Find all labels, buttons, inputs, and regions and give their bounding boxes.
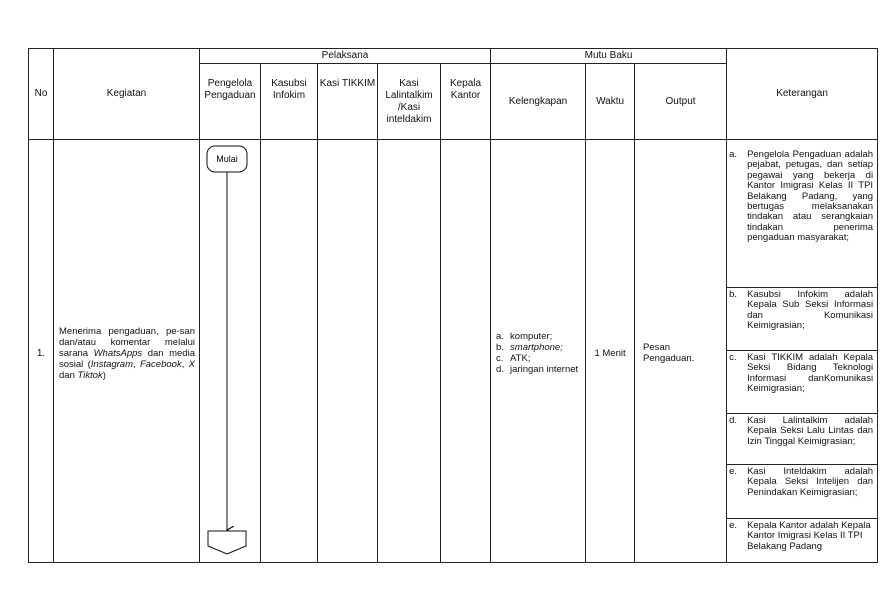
activity-x: X	[188, 358, 195, 370]
note-item: d. Kasi Lalintalkim adalah Kepala Seksi Lalu Lintas dan Izin Tinggal Keimigrasian;	[727, 414, 877, 465]
header-output: Output	[635, 64, 727, 140]
header-executors-group: Pelaksana	[200, 49, 491, 64]
output-cell: Pesan Pengaduan.	[635, 140, 727, 563]
activity-comma-2: ,	[181, 358, 189, 370]
equipment-item: d. jaringan internet	[496, 364, 579, 375]
activity-whatsapp: WhatsApps	[93, 347, 143, 359]
header-no: No	[29, 49, 54, 140]
header-activity: Kegiatan	[54, 49, 200, 140]
header-executor-kasi-lalintalkim: Kasi Lalintalkim /Kasi inteldakim	[378, 64, 441, 140]
flow-offpage-connector	[208, 531, 246, 554]
header-executor-complaint-manager: Pengelola Pengaduan	[200, 64, 261, 140]
flowchart	[200, 140, 261, 560]
header-notes: Keterangan	[727, 49, 878, 140]
flow-start-label: Mulai	[216, 154, 238, 164]
flow-lane-kasi-lalintalkim	[378, 140, 441, 563]
activity-facebook: Facebook	[139, 358, 182, 370]
header-executor-kasi-tikkim: Kasi TIKKIM	[318, 64, 378, 140]
activity-text-2: dan media sosial (	[59, 347, 195, 370]
note-item: a. Pengelola Pengaduan adalah pejabat, petugas, dan setiap pegawai yang bekerja di Kantor Imigrasi Kelas II TPI Belakang Padang, yang bertugas melaksanakan tindakan atau serangkaian tindakan penerima pengaduan masyarakat;	[727, 148, 877, 288]
equipment-list	[496, 331, 582, 375]
equipment-item: a. komputer;	[496, 331, 553, 342]
activity-tiktok: Tiktok	[77, 369, 103, 381]
flow-lane-kasi-tikkim	[318, 140, 378, 563]
note-item: b. Kasubsi Infokim adalah Kepala Sub Seksi Informasi dan Komunikasi Keimigrasian;	[727, 288, 877, 351]
notes-cell	[727, 140, 878, 563]
equipment-cell	[491, 140, 586, 563]
header-executor-kasubsi-infokim: Kasubsi Infokim	[261, 64, 318, 140]
note-item: c. Kasi TIKKIM adalah Kepala Seksi Bidang Teknologi Informasi danKomunikasi Keimigrasian;	[727, 351, 877, 414]
equipment-item: b. smartphone;	[496, 342, 563, 353]
row-number: 1.	[29, 140, 54, 563]
activity-cell	[54, 140, 200, 563]
activity-text-4: )	[102, 369, 106, 381]
header-quality-group: Mutu Baku	[491, 49, 727, 64]
note-item: e. Kasi Inteldakim adalah Kepala Seksi Intelijen dan Penindakan Keimigrasian;	[727, 465, 877, 519]
activity-text: Menerima pengaduan, pe-san dan/atau komentar melalui sarana	[59, 325, 195, 359]
header-time: Waktu	[586, 64, 635, 140]
time-cell: 1 Menit	[586, 140, 635, 563]
activity-comma-1: ,	[133, 358, 140, 370]
flow-lane-kasubsi-infokim	[261, 140, 318, 563]
activity-text-3: dan	[59, 369, 78, 381]
flow-lane-head-office	[441, 140, 491, 563]
sop-table	[28, 48, 878, 563]
activity-instagram: Instagram	[90, 358, 134, 370]
header-equipment: Kelengkapan	[491, 64, 586, 140]
flow-lane-complaint-manager	[200, 140, 261, 563]
note-item: e. Kepala Kantor adalah Kepala Kantor Imigrasi Kelas II TPI Belakang Padang	[729, 519, 871, 552]
equipment-item: c. ATK;	[496, 353, 531, 364]
header-executor-head-office: Kepala Kantor	[441, 64, 491, 140]
